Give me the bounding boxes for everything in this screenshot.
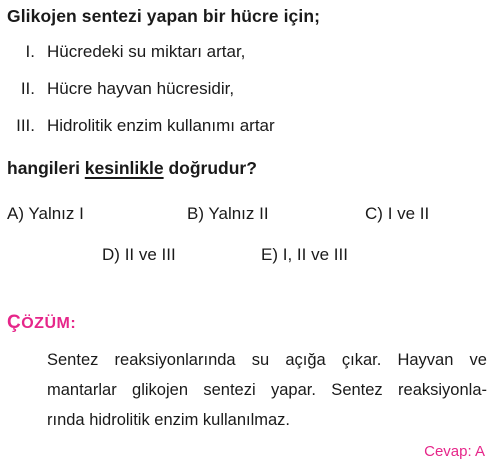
- question-prompt: [7, 158, 257, 179]
- solution-line-2: mantarlar glikojen sentezi yapar. Sentez reaksiyonla-: [47, 381, 487, 399]
- solution-text: [47, 345, 487, 435]
- option-letter: A): [7, 204, 24, 223]
- prompt-text-after: doğrudur?: [163, 158, 257, 178]
- option-a[interactable]: [7, 204, 84, 224]
- option-d[interactable]: [102, 245, 176, 265]
- option-text: I, II ve III: [282, 245, 348, 264]
- statement-text: Hidrolitik enzim kullanımı artar: [47, 116, 275, 135]
- solution-heading: [7, 312, 76, 334]
- statement-text: Hücre hayvan hücresidir,: [47, 79, 235, 98]
- statement-numeral: III.: [16, 116, 35, 135]
- solution-heading-rest: ÖZÜM:: [21, 315, 77, 332]
- statement-2: [20, 79, 235, 99]
- question-stem: Glikojen sentezi yapan bir hücre için;: [7, 6, 321, 26]
- option-letter: E): [261, 245, 278, 264]
- option-e[interactable]: [261, 245, 348, 265]
- option-letter: C): [365, 204, 383, 223]
- solution-line-1: Sentez reaksiyonlarında su açığa çıkar. Hayvan ve: [47, 351, 487, 369]
- option-letter: B): [187, 204, 204, 223]
- statement-numeral: II.: [20, 79, 35, 98]
- statement-3: [16, 116, 275, 136]
- option-b[interactable]: [187, 204, 269, 224]
- prompt-text-before: hangileri: [7, 158, 85, 178]
- option-letter: D): [102, 245, 120, 264]
- prompt-emphasis: kesinlikle: [84, 158, 164, 178]
- statement-1: [25, 42, 246, 62]
- solution-line-3: rında hidrolitik enzim kullanılmaz.: [47, 411, 291, 429]
- statement-numeral: I.: [25, 42, 35, 61]
- option-c[interactable]: [365, 204, 429, 224]
- answer-label: Cevap: A: [424, 443, 485, 460]
- option-text: Yalnız I: [28, 204, 84, 223]
- statement-text: Hücredeki su miktarı artar,: [47, 42, 246, 61]
- option-text: Yalnız II: [208, 204, 269, 223]
- solution-heading-initial: Ç: [7, 312, 22, 333]
- option-text: I ve II: [387, 204, 430, 223]
- option-text: II ve III: [124, 245, 176, 264]
